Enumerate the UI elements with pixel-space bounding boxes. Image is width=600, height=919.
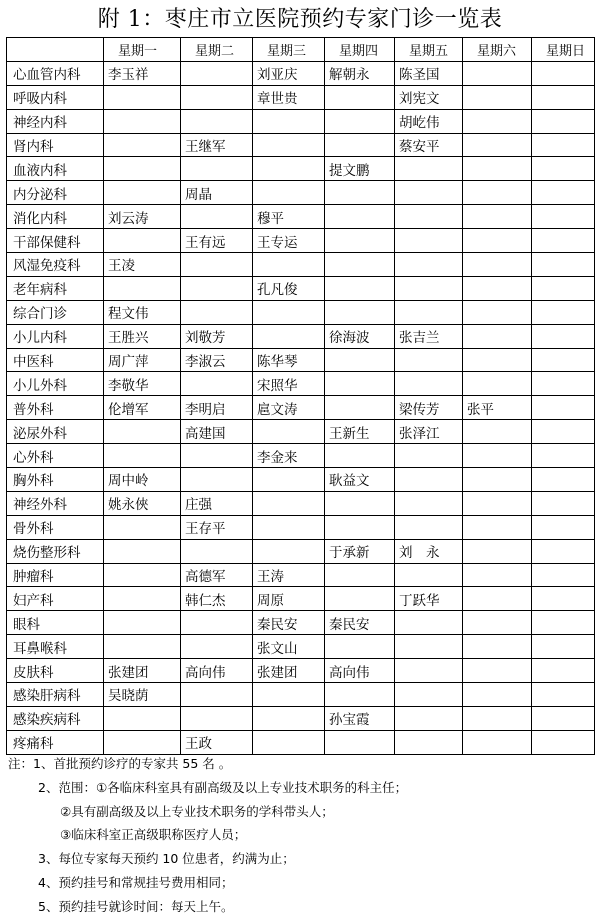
doctor-cell [395, 683, 463, 707]
table-row [7, 515, 595, 539]
department-cell: 小儿内科 [7, 324, 104, 348]
table-row [7, 229, 595, 253]
doctor-cell [463, 635, 532, 659]
doctor-cell: 王胜兴 [104, 324, 181, 348]
doctor-cell [253, 109, 325, 133]
department-cell: 疼痛科 [7, 730, 104, 754]
doctor-cell [253, 324, 325, 348]
doctor-cell: 徐海波 [325, 324, 395, 348]
table-row [7, 276, 595, 300]
doctor-cell [104, 730, 181, 754]
doctor-cell [463, 515, 532, 539]
table-row [7, 348, 595, 372]
doctor-cell [104, 515, 181, 539]
doctor-cell [181, 300, 253, 324]
department-cell: 胸外科 [7, 468, 104, 492]
doctor-cell: 李敬华 [104, 372, 181, 396]
doctor-cell [395, 229, 463, 253]
doctor-cell: 秦民安 [325, 611, 395, 635]
doctor-cell [395, 611, 463, 635]
doctor-cell: 程文伟 [104, 300, 181, 324]
header-row [7, 38, 595, 62]
doctor-cell [395, 157, 463, 181]
doctor-cell [532, 109, 595, 133]
doctor-cell [181, 635, 253, 659]
doctor-cell: 章世贵 [253, 85, 325, 109]
doctor-cell [532, 348, 595, 372]
department-cell: 肾内科 [7, 133, 104, 157]
doctor-cell: 姚永俠 [104, 491, 181, 515]
doctor-cell [181, 253, 253, 277]
doctor-cell: 提文鹏 [325, 157, 395, 181]
doctor-cell [463, 539, 532, 563]
doctor-cell: 梁传芳 [395, 396, 463, 420]
doctor-cell [253, 491, 325, 515]
doctor-cell: 伦增军 [104, 396, 181, 420]
table-row [7, 468, 595, 492]
doctor-cell: 王存平 [181, 515, 253, 539]
doctor-cell: 扈文涛 [253, 396, 325, 420]
department-cell: 烧伤整形科 [7, 539, 104, 563]
doctor-cell [395, 205, 463, 229]
doctor-cell [325, 229, 395, 253]
doctor-cell [253, 683, 325, 707]
doctor-cell [532, 157, 595, 181]
department-cell: 皮肤科 [7, 659, 104, 683]
doctor-cell [104, 420, 181, 444]
doctor-cell: 庄强 [181, 491, 253, 515]
doctor-cell [325, 587, 395, 611]
table-row [7, 730, 595, 754]
table-row [7, 372, 595, 396]
doctor-cell [463, 372, 532, 396]
doctor-cell [325, 515, 395, 539]
page-title: 附 1：枣庄市立医院预约专家门诊一览表 [97, 7, 503, 32]
doctor-cell [395, 635, 463, 659]
doctor-cell [104, 181, 181, 205]
doctor-cell [463, 157, 532, 181]
department-cell: 心血管内科 [7, 61, 104, 85]
doctor-cell [532, 300, 595, 324]
clinic-schedule-table [6, 37, 595, 755]
doctor-cell [181, 372, 253, 396]
department-cell: 妇产科 [7, 587, 104, 611]
doctor-cell [395, 515, 463, 539]
doctor-cell [532, 85, 595, 109]
doctor-cell [532, 372, 595, 396]
department-cell: 内分泌科 [7, 181, 104, 205]
doctor-cell [463, 420, 532, 444]
doctor-cell [463, 659, 532, 683]
doctor-cell [104, 109, 181, 133]
doctor-cell [325, 133, 395, 157]
department-cell: 小儿外科 [7, 372, 104, 396]
department-cell: 呼吸内科 [7, 85, 104, 109]
doctor-cell [253, 420, 325, 444]
note-line: ③临床科室正高级职称医疗人员； [60, 827, 247, 843]
doctor-cell: 秦民安 [253, 611, 325, 635]
doctor-cell: 孙宝霞 [325, 706, 395, 730]
doctor-cell: 穆平 [253, 205, 325, 229]
table-row [7, 444, 595, 468]
doctor-cell [532, 683, 595, 707]
doctor-cell: 于承新 [325, 539, 395, 563]
note-line: ②具有副高级及以上专业技术职务的学科带头人； [60, 803, 334, 819]
doctor-cell [325, 372, 395, 396]
doctor-cell [253, 730, 325, 754]
doctor-cell [463, 348, 532, 372]
doctor-cell [395, 181, 463, 205]
department-cell: 神经内科 [7, 109, 104, 133]
doctor-cell [532, 61, 595, 85]
doctor-cell [181, 157, 253, 181]
doctor-cell [532, 659, 595, 683]
department-cell: 中医科 [7, 348, 104, 372]
doctor-cell [532, 611, 595, 635]
doctor-cell: 高向伟 [181, 659, 253, 683]
doctor-cell [181, 444, 253, 468]
note-line: 4、预约挂号和常规挂号费用相同； [38, 874, 234, 890]
doctor-cell [395, 563, 463, 587]
doctor-cell [104, 157, 181, 181]
doctor-cell [463, 587, 532, 611]
doctor-cell [532, 205, 595, 229]
table-row [7, 324, 595, 348]
table-row [7, 706, 595, 730]
note-line: 3、每位专家每天预约 10 位患者，约满为止； [38, 851, 295, 867]
doctor-cell: 刘敬芳 [181, 324, 253, 348]
doctor-cell [104, 611, 181, 635]
doctor-cell: 张平 [463, 396, 532, 420]
table-row [7, 587, 595, 611]
doctor-cell [104, 85, 181, 109]
doctor-cell [463, 491, 532, 515]
department-cell: 风湿免疫科 [7, 253, 104, 277]
doctor-cell [532, 587, 595, 611]
doctor-cell: 李玉祥 [104, 61, 181, 85]
header-day: 星期五 [395, 38, 463, 62]
doctor-cell [253, 133, 325, 157]
doctor-cell [181, 683, 253, 707]
doctor-cell [395, 730, 463, 754]
notes-section [8, 752, 594, 919]
doctor-cell: 孔凡俊 [253, 276, 325, 300]
doctor-cell [104, 229, 181, 253]
doctor-cell [395, 444, 463, 468]
doctor-cell [104, 706, 181, 730]
doctor-cell [463, 706, 532, 730]
doctor-cell: 耿益文 [325, 468, 395, 492]
doctor-cell [181, 468, 253, 492]
doctor-cell [532, 253, 595, 277]
doctor-cell [104, 539, 181, 563]
doctor-cell [532, 324, 595, 348]
doctor-cell [532, 468, 595, 492]
doctor-cell [253, 300, 325, 324]
department-cell: 老年病科 [7, 276, 104, 300]
doctor-cell: 王专运 [253, 229, 325, 253]
table-row [7, 133, 595, 157]
doctor-cell [253, 468, 325, 492]
doctor-cell [532, 133, 595, 157]
doctor-cell [463, 683, 532, 707]
doctor-cell [325, 300, 395, 324]
doctor-cell: 陈华琴 [253, 348, 325, 372]
department-cell: 耳鼻喉科 [7, 635, 104, 659]
doctor-cell [104, 276, 181, 300]
doctor-cell [325, 109, 395, 133]
department-cell: 综合门诊 [7, 300, 104, 324]
table-row [7, 205, 595, 229]
doctor-cell [181, 539, 253, 563]
doctor-cell [395, 468, 463, 492]
doctor-cell [253, 181, 325, 205]
doctor-cell [395, 491, 463, 515]
header-day: 星期三 [253, 38, 325, 62]
doctor-cell: 王有远 [181, 229, 253, 253]
doctor-cell [325, 683, 395, 707]
doctor-cell [325, 276, 395, 300]
doctor-cell [395, 348, 463, 372]
doctor-cell: 刘亚庆 [253, 61, 325, 85]
doctor-cell [532, 635, 595, 659]
table-row [7, 300, 595, 324]
doctor-cell [463, 611, 532, 635]
doctor-cell [532, 706, 595, 730]
doctor-cell [325, 444, 395, 468]
department-cell: 心外科 [7, 444, 104, 468]
doctor-cell: 张文山 [253, 635, 325, 659]
doctor-cell: 李金来 [253, 444, 325, 468]
table-row [7, 683, 595, 707]
doctor-cell [181, 109, 253, 133]
department-cell: 眼科 [7, 611, 104, 635]
doctor-cell [532, 420, 595, 444]
doctor-cell: 周广萍 [104, 348, 181, 372]
department-cell: 消化内科 [7, 205, 104, 229]
doctor-cell: 周原 [253, 587, 325, 611]
doctor-cell: 李明启 [181, 396, 253, 420]
table-row [7, 491, 595, 515]
doctor-cell [181, 706, 253, 730]
doctor-cell: 吴晓荫 [104, 683, 181, 707]
doctor-cell: 王政 [181, 730, 253, 754]
note-line: 注：1、首批预约诊疗的专家共 55 名 。 [8, 756, 232, 771]
doctor-cell [463, 276, 532, 300]
doctor-cell [104, 563, 181, 587]
doctor-cell [463, 61, 532, 85]
doctor-cell [181, 611, 253, 635]
doctor-cell [532, 444, 595, 468]
doctor-cell [325, 730, 395, 754]
doctor-cell [325, 181, 395, 205]
doctor-cell [325, 253, 395, 277]
department-cell: 感染疾病科 [7, 706, 104, 730]
doctor-cell [325, 348, 395, 372]
doctor-cell [463, 85, 532, 109]
doctor-cell: 周中岭 [104, 468, 181, 492]
table-row [7, 253, 595, 277]
doctor-cell [463, 229, 532, 253]
table-row [7, 157, 595, 181]
doctor-cell [395, 706, 463, 730]
doctor-cell: 高建国 [181, 420, 253, 444]
doctor-cell: 王继军 [181, 133, 253, 157]
table-row [7, 61, 595, 85]
doctor-cell [395, 659, 463, 683]
table-row [7, 635, 595, 659]
doctor-cell: 刘 永 [395, 539, 463, 563]
doctor-cell [463, 253, 532, 277]
department-cell: 肿瘤科 [7, 563, 104, 587]
doctor-cell: 张泽江 [395, 420, 463, 444]
department-cell: 感染肝病科 [7, 683, 104, 707]
doctor-cell [253, 515, 325, 539]
doctor-cell [395, 253, 463, 277]
doctor-cell [181, 276, 253, 300]
doctor-cell [532, 515, 595, 539]
table-row [7, 659, 595, 683]
doctor-cell [325, 205, 395, 229]
doctor-cell [463, 205, 532, 229]
doctor-cell: 王凌 [104, 253, 181, 277]
doctor-cell [532, 276, 595, 300]
doctor-cell [532, 181, 595, 205]
doctor-cell [325, 396, 395, 420]
doctor-cell [463, 563, 532, 587]
doctor-cell [253, 706, 325, 730]
doctor-cell [395, 300, 463, 324]
doctor-cell [532, 539, 595, 563]
doctor-cell: 王新生 [325, 420, 395, 444]
doctor-cell: 宋照华 [253, 372, 325, 396]
doctor-cell [325, 491, 395, 515]
doctor-cell: 胡屹伟 [395, 109, 463, 133]
doctor-cell [181, 85, 253, 109]
table-row [7, 396, 595, 420]
doctor-cell [253, 539, 325, 563]
doctor-cell [104, 635, 181, 659]
department-cell: 普外科 [7, 396, 104, 420]
doctor-cell: 刘宪文 [395, 85, 463, 109]
doctor-cell [253, 253, 325, 277]
doctor-cell: 解朝永 [325, 61, 395, 85]
doctor-cell [463, 730, 532, 754]
doctor-cell [532, 229, 595, 253]
table-row [7, 181, 595, 205]
department-cell: 干部保健科 [7, 229, 104, 253]
table-row [7, 420, 595, 444]
doctor-cell [532, 491, 595, 515]
header-day: 星期二 [181, 38, 253, 62]
header-day: 星期日 [532, 38, 595, 62]
doctor-cell: 李淑云 [181, 348, 253, 372]
doctor-cell [532, 563, 595, 587]
header-corner [7, 38, 104, 62]
doctor-cell [325, 563, 395, 587]
doctor-cell [181, 61, 253, 85]
department-cell: 血液内科 [7, 157, 104, 181]
doctor-cell [395, 276, 463, 300]
doctor-cell [325, 85, 395, 109]
note-line: 5、预约挂号就诊时间：每天上午。 [38, 898, 234, 914]
doctor-cell: 丁跃华 [395, 587, 463, 611]
doctor-cell [104, 133, 181, 157]
doctor-cell: 蔡安平 [395, 133, 463, 157]
note-line: 2、范围：①各临床科室具有副高级及以上专业技术职务的科主任； [38, 779, 408, 795]
header-day: 星期四 [325, 38, 395, 62]
doctor-cell [463, 468, 532, 492]
doctor-cell [463, 324, 532, 348]
department-cell: 神经外科 [7, 491, 104, 515]
doctor-cell: 张建团 [253, 659, 325, 683]
table-row [7, 109, 595, 133]
doctor-cell: 王涛 [253, 563, 325, 587]
doctor-cell [325, 635, 395, 659]
doctor-cell [181, 205, 253, 229]
department-cell: 泌尿外科 [7, 420, 104, 444]
doctor-cell: 张吉兰 [395, 324, 463, 348]
doctor-cell [463, 181, 532, 205]
doctor-cell [532, 396, 595, 420]
table-row [7, 85, 595, 109]
doctor-cell: 韩仁杰 [181, 587, 253, 611]
doctor-cell: 周晶 [181, 181, 253, 205]
doctor-cell [104, 444, 181, 468]
table-row [7, 563, 595, 587]
doctor-cell [104, 587, 181, 611]
doctor-cell: 刘云涛 [104, 205, 181, 229]
header-day: 星期一 [104, 38, 181, 62]
doctor-cell: 高向伟 [325, 659, 395, 683]
header-day: 星期六 [463, 38, 532, 62]
doctor-cell [253, 157, 325, 181]
doctor-cell: 张建团 [104, 659, 181, 683]
doctor-cell [463, 444, 532, 468]
department-cell: 骨外科 [7, 515, 104, 539]
doctor-cell [532, 730, 595, 754]
table-row [7, 539, 595, 563]
doctor-cell: 高德军 [181, 563, 253, 587]
table-row [7, 611, 595, 635]
doctor-cell: 陈圣国 [395, 61, 463, 85]
doctor-cell [463, 300, 532, 324]
doctor-cell [463, 133, 532, 157]
doctor-cell [395, 372, 463, 396]
doctor-cell [463, 109, 532, 133]
